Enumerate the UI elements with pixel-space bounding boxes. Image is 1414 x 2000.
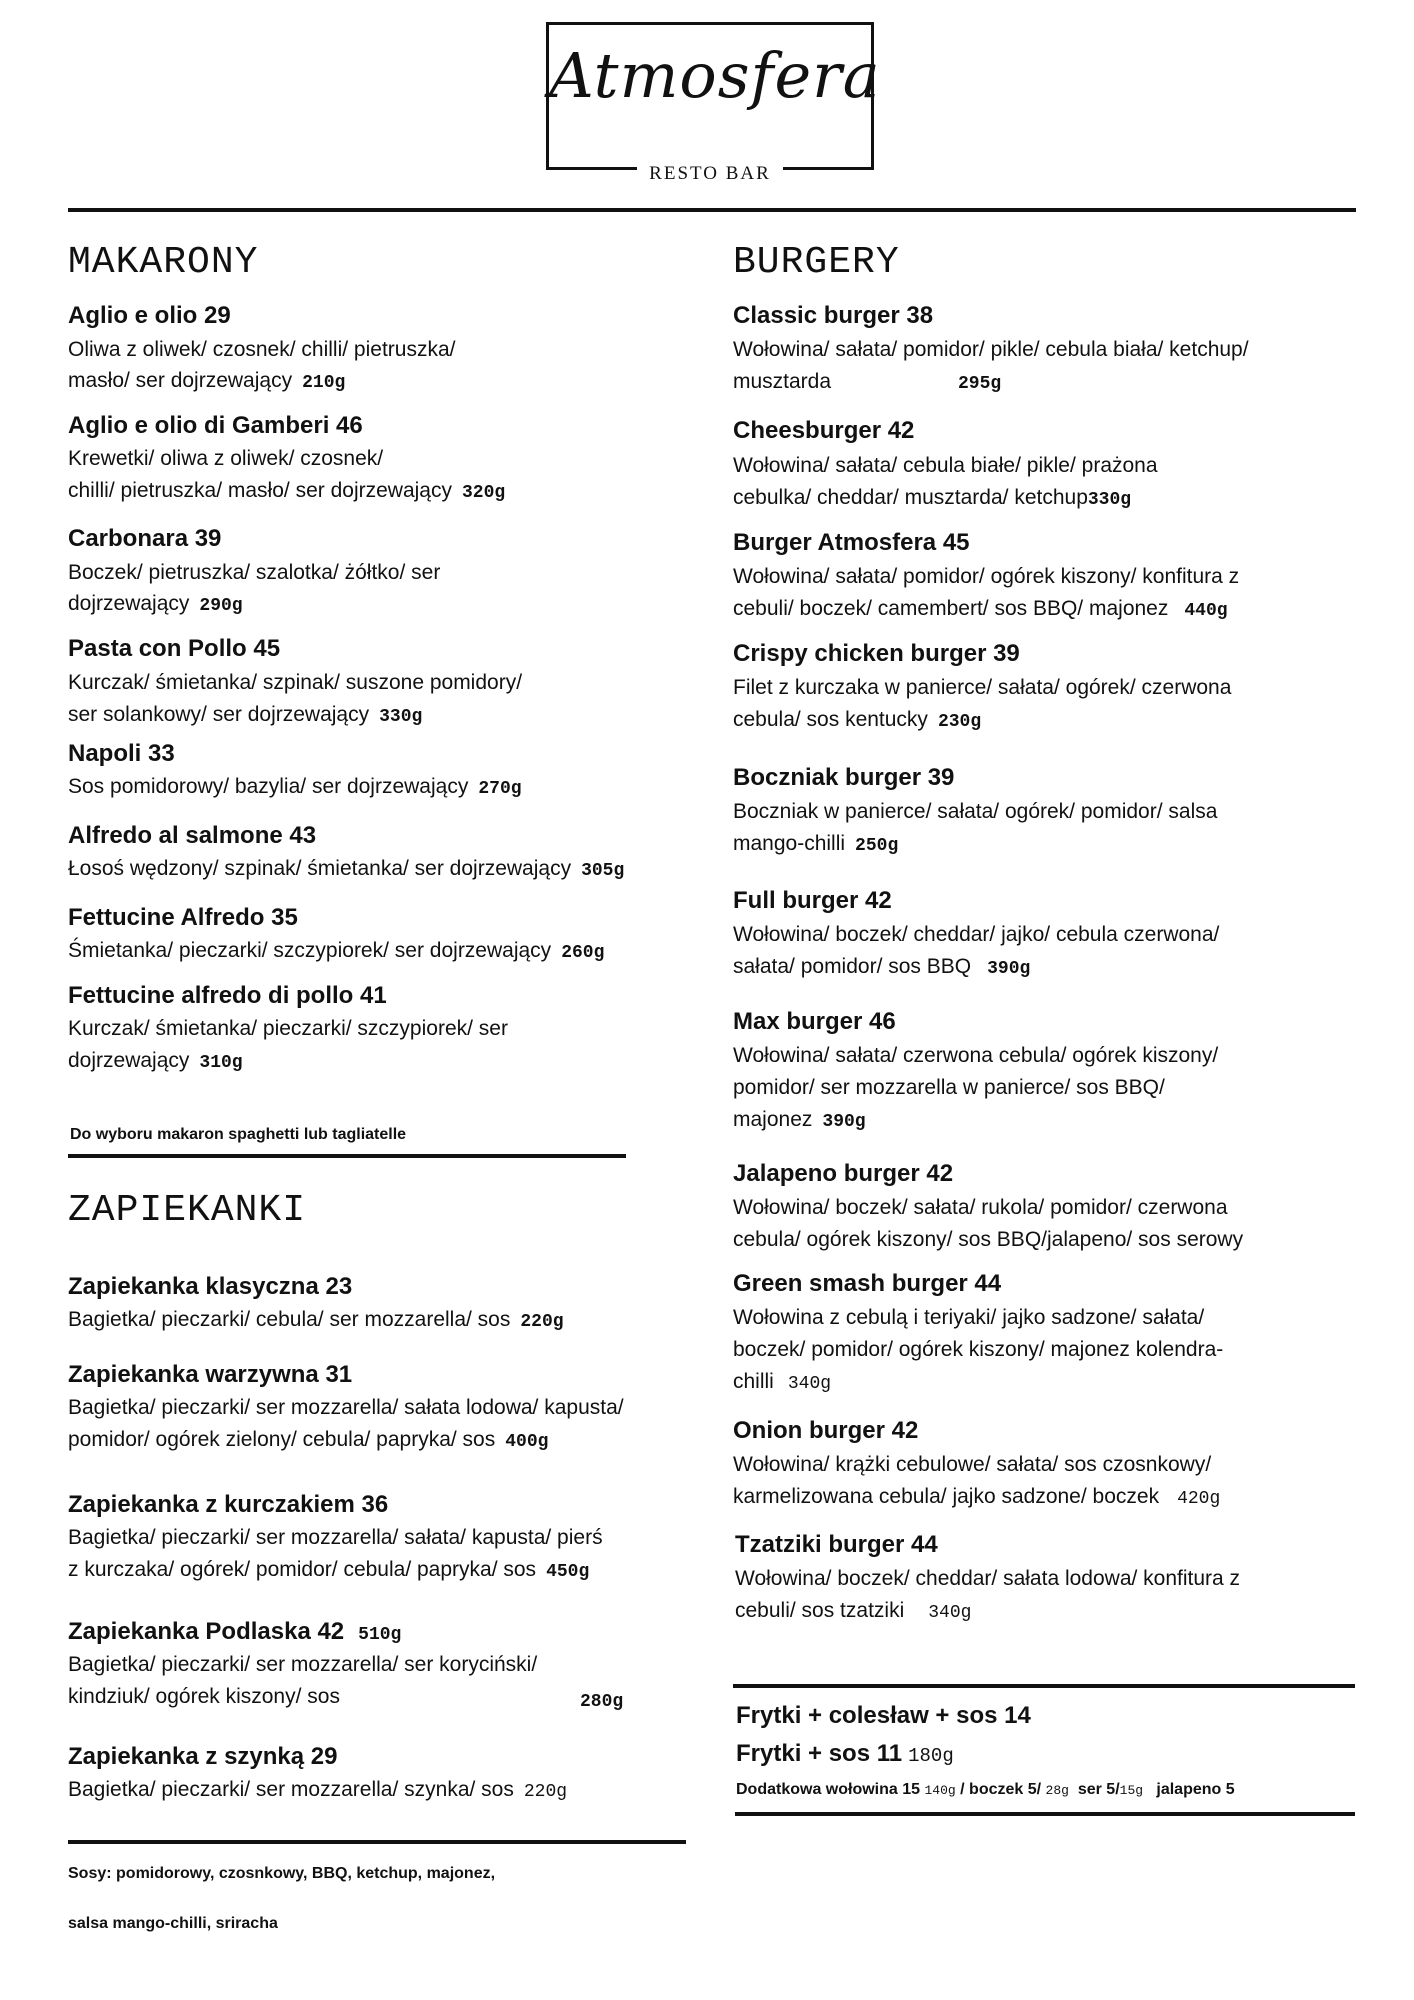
item-description: Wołowina/ boczek/ sałata/ rukola/ pomidor/ czerwona <box>733 1196 1228 1219</box>
item-weight: 340g <box>928 1603 972 1623</box>
item-name: Full burger 42 <box>733 887 892 914</box>
item-description: chilli/ pietruszka/ masło/ ser dojrzewający <box>68 479 452 502</box>
item-description: cebula/ ogórek kiszony/ sos BBQ/jalapeno/ sos serowy <box>733 1228 1244 1251</box>
item-description: Łosoś wędzony/ szpinak/ śmietanka/ ser dojrzewający <box>68 857 572 880</box>
item-description: Wołowina/ sałata/ pomidor/ pikle/ cebula biała/ ketchup/ <box>733 338 1249 361</box>
section-title-burgery: BURGERY <box>733 241 900 284</box>
addition-cheese-weight: 15g <box>1119 1783 1144 1798</box>
item-name: Fettucine alfredo di pollo 41 <box>68 982 387 1009</box>
sauces-line-2: salsa mango-chilli, sriracha <box>68 1915 278 1932</box>
item-name: Alfredo al salmone 43 <box>68 822 317 849</box>
sauces-line-1: Sosy: pomidorowy, czosnkowy, BBQ, ketchup, majonez, <box>68 1865 496 1882</box>
pasta-note: Do wyboru makaron spaghetti lub tagliatelle <box>70 1126 407 1143</box>
item-description: Oliwa z oliwek/ czosnek/ chilli/ pietruszka/ <box>68 338 456 361</box>
addition-jalapeno: jalapeno 5 <box>1156 1781 1235 1798</box>
item-weight: 210g <box>302 373 346 393</box>
item-weight: 450g <box>546 1562 590 1582</box>
item-weight: 280g <box>580 1692 624 1712</box>
item-name: Classic burger 38 <box>733 302 934 329</box>
item-description: pomidor/ ogórek zielony/ cebula/ papryka/ sos <box>68 1428 496 1451</box>
item-description: boczek/ pomidor/ ogórek kiszony/ majonez kolendra- <box>733 1338 1224 1361</box>
item-description: Wołowina/ boczek/ cheddar/ jajko/ cebula czerwona/ <box>733 923 1220 946</box>
item-weight: 420g <box>1177 1489 1221 1509</box>
section-title-makarony: MAKARONY <box>68 241 259 284</box>
item-description: Wołowina/ sałata/ czerwona cebula/ ogórek kiszony/ <box>733 1044 1219 1067</box>
item-weight: 220g <box>523 1782 568 1802</box>
extras-fries: Frytki + sos 11 <box>736 1740 903 1767</box>
item-name: Aglio e olio 29 <box>68 302 231 329</box>
item-description: kindziuk/ ogórek kiszony/ sos <box>68 1685 340 1708</box>
item-description: Wołowina z cebulą i teriyaki/ jajko sadzone/ sałata/ <box>733 1306 1205 1329</box>
item-name: Burger Atmosfera 45 <box>733 529 970 556</box>
item-weight: 340g <box>787 1374 832 1394</box>
item-description: Wołowina/ sałata/ cebula białe/ pikle/ prażona <box>733 454 1158 477</box>
item-name: Pasta con Pollo 45 <box>68 635 281 662</box>
item-name: Green smash burger 44 <box>733 1270 1002 1297</box>
item-weight: 400g <box>505 1432 549 1452</box>
extras-fries-weight: 180g <box>908 1745 954 1767</box>
item-description: karmelizowana cebula/ jajko sadzone/ boczek <box>733 1485 1160 1508</box>
extras-fries-coleslaw: Frytki + colesław + sos 14 <box>736 1702 1031 1729</box>
item-description: sałata/ pomidor/ sos BBQ <box>733 955 972 978</box>
item-description: Krewetki/ oliwa z oliwek/ czosnek/ <box>68 447 384 470</box>
logo-subtitle: RESTO BAR <box>637 163 783 185</box>
item-description: cebuli/ sos tzatziki <box>735 1599 905 1622</box>
item-weight: 260g <box>561 943 605 963</box>
item-name: Carbonara 39 <box>68 525 222 552</box>
item-description: Wołowina/ krążki cebulowe/ sałata/ sos czosnkowy/ <box>733 1453 1212 1476</box>
item-name: Max burger 46 <box>733 1008 896 1035</box>
pasta-rule <box>68 1154 626 1158</box>
item-description: dojrzewający <box>68 592 190 615</box>
item-weight: 390g <box>987 959 1031 979</box>
addition-bacon-weight: 28g <box>1045 1783 1069 1798</box>
section-title-zapiekanki: ZAPIEKANKI <box>68 1189 307 1232</box>
logo-script: Atmosfera <box>549 39 881 112</box>
item-weight: 295g <box>958 374 1002 394</box>
item-description: cebula/ sos kentucky <box>733 708 928 731</box>
item-name: Fettucine Alfredo 35 <box>68 904 298 931</box>
item-weight: 390g <box>822 1112 866 1132</box>
item-weight: 510g <box>358 1625 402 1645</box>
item-description: z kurczaka/ ogórek/ pomidor/ cebula/ papryka/ sos <box>68 1558 537 1581</box>
item-name: Jalapeno burger 42 <box>733 1160 954 1187</box>
zapiekanki-rule <box>68 1840 686 1844</box>
item-weight: 330g <box>1087 490 1132 510</box>
logo <box>546 22 881 184</box>
extras-bottom-rule <box>735 1812 1355 1816</box>
item-description: Bagietka/ pieczarki/ ser mozzarella/ sałata lodowa/ kapusta/ <box>68 1396 624 1419</box>
item-weight: 290g <box>199 596 243 616</box>
item-description: Bagietka/ pieczarki/ ser mozzarella/ szynka/ sos <box>68 1778 514 1801</box>
addition-beef: Dodatkowa wołowina 15 <box>736 1781 921 1798</box>
item-name: Tzatziki burger 44 <box>735 1531 938 1558</box>
item-weight: 440g <box>1184 601 1228 621</box>
item-description: dojrzewający <box>68 1049 190 1072</box>
item-description: cebulka/ cheddar/ musztarda/ ketchup <box>733 486 1088 509</box>
item-weight: 320g <box>461 483 506 503</box>
item-description: mango-chilli <box>733 832 846 855</box>
item-name: Aglio e olio di Gamberi 46 <box>68 412 363 439</box>
item-description: ser solankowy/ ser dojrzewający <box>68 703 370 726</box>
item-description: masło/ ser dojrzewający <box>68 369 293 392</box>
item-description: Sos pomidorowy/ bazylia/ ser dojrzewający <box>68 775 469 798</box>
item-description: Boczek/ pietruszka/ szalotka/ żółtko/ ser <box>68 561 441 584</box>
item-description: chilli <box>733 1370 774 1393</box>
item-description: Bagietka/ pieczarki/ ser mozzarella/ sałata/ kapusta/ pierś <box>68 1526 603 1549</box>
extras-top-rule <box>733 1684 1355 1688</box>
item-description: Kurczak/ śmietanka/ szpinak/ suszone pomidory/ <box>68 671 523 694</box>
item-description: Bagietka/ pieczarki/ ser mozzarella/ ser koryciński/ <box>68 1653 538 1676</box>
item-description: Boczniak w panierce/ sałata/ ogórek/ pomidor/ salsa <box>733 800 1218 823</box>
item-description: Filet z kurczaka w panierce/ sałata/ ogórek/ czerwona <box>733 676 1232 699</box>
item-description: Wołowina/ sałata/ pomidor/ ogórek kiszony/ konfitura z <box>733 565 1240 588</box>
item-description: Śmietanka/ pieczarki/ szczypiorek/ ser dojrzewający <box>68 939 552 962</box>
item-weight: 310g <box>199 1053 243 1073</box>
item-weight: 305g <box>581 861 625 881</box>
addition-bacon: / boczek 5/ <box>960 1781 1042 1798</box>
item-weight: 230g <box>937 712 982 732</box>
item-weight: 270g <box>478 779 522 799</box>
item-description: cebuli/ boczek/ camembert/ sos BBQ/ majonez <box>733 597 1169 620</box>
item-description: majonez <box>733 1108 813 1131</box>
item-name: Napoli 33 <box>68 740 175 767</box>
item-description: musztarda <box>733 370 832 393</box>
item-name: Zapiekanka z kurczakiem 36 <box>68 1491 389 1518</box>
item-name: Cheesburger 42 <box>733 417 915 444</box>
addition-cheese: ser 5/ <box>1077 1781 1120 1798</box>
item-name: Boczniak burger 39 <box>733 764 955 791</box>
extras-additions <box>736 1780 1235 1801</box>
item-name: Onion burger 42 <box>733 1417 919 1444</box>
item-name: Crispy chicken burger 39 <box>733 640 1020 667</box>
item-description: pomidor/ ser mozzarella w panierce/ sos BBQ/ <box>733 1076 1165 1099</box>
addition-beef-weight: 140g <box>924 1783 956 1798</box>
item-weight: 250g <box>855 836 899 856</box>
item-description: Bagietka/ pieczarki/ cebula/ ser mozzarella/ sos <box>68 1308 511 1331</box>
item-name: Zapiekanka Podlaska 42 <box>68 1618 345 1645</box>
item-name: Zapiekanka warzywna 31 <box>68 1361 353 1388</box>
item-name: Zapiekanka z szynką 29 <box>68 1743 338 1770</box>
item-description: Wołowina/ boczek/ cheddar/ sałata lodowa/ konfitura z <box>735 1567 1241 1590</box>
item-name: Zapiekanka klasyczna 23 <box>68 1273 353 1300</box>
item-weight: 330g <box>379 707 423 727</box>
header-rule <box>68 208 1356 212</box>
item-weight: 220g <box>520 1312 564 1332</box>
item-description: Kurczak/ śmietanka/ pieczarki/ szczypiorek/ ser <box>68 1017 508 1040</box>
